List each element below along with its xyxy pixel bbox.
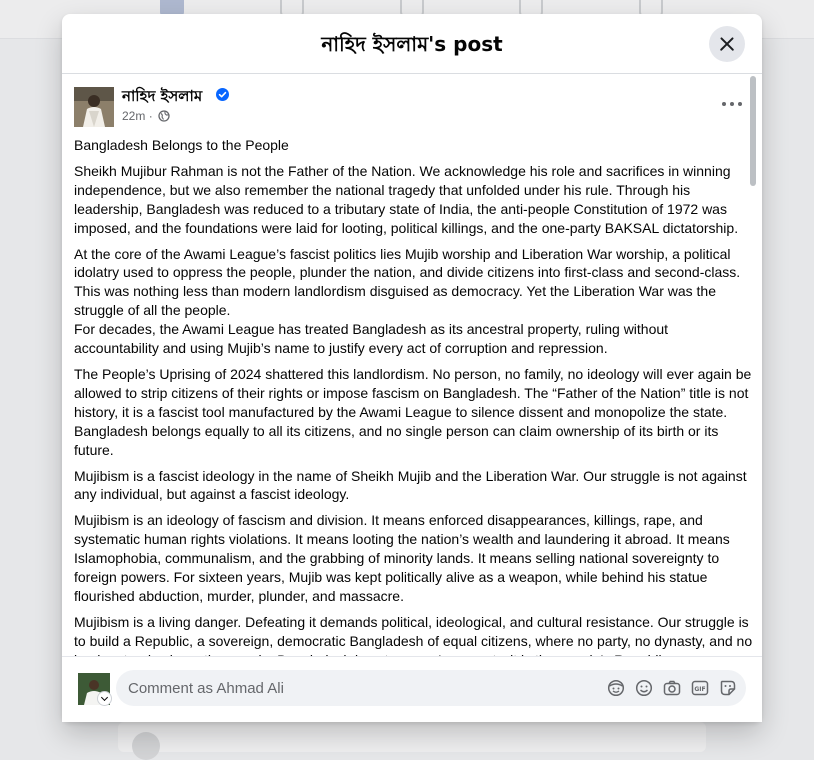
avatar-sticker-icon[interactable] xyxy=(607,679,625,697)
post-paragraph: Mujibism is an ideology of fascism and division. It means enforced disappearances, killings, rape, and systematic human rights violations. It means looting the nation’s wealth and laundering it abroad. It means Islamophobia, communalism, and the grabbing of minority lands. It means selling national sovereignty to foreign powers. For sixteen years, Mujib was kept politically alive as a weapon, while behind his statue flourished abduction, murder, plunder, and massacre. xyxy=(74,512,730,604)
post-paragraph: Mujibism is a fascist ideology in the name of Sheikh Mujib and the Liberation War. Our struggle is not against any individual, but against a fascist ideology. xyxy=(74,467,747,503)
post-timestamp[interactable]: 22m xyxy=(122,109,146,123)
post-paragraph: Mujibism is a living danger. Defeating it demands political, ideological, and cultural resistance. Our struggle is to build a Republic, a sovereign, democratic Bangladesh of equal citizens, where no party, no dynasty, and no xyxy=(74,613,753,649)
camera-icon[interactable] xyxy=(663,679,681,697)
post-paragraph: The People’s Uprising of 2024 shattered this landlordism. No person, no family, no ideology will ever again be allowed to strip citizens of their rights or impose fascism on Bangladesh. The “Father of the Nation” title is not history, it is a fascist tool manufactured by the Awami League to silence dissent and monopolize the state. Bangladesh belongs equally to all its citizens, and no single person can claim ownership of its birth or its future. xyxy=(74,365,752,458)
background-feed-card xyxy=(118,722,706,752)
author-avatar[interactable] xyxy=(74,87,114,127)
more-options-icon[interactable] xyxy=(718,94,746,114)
comment-bar xyxy=(62,656,762,722)
post-meta xyxy=(122,108,170,124)
post-scroll-area[interactable] xyxy=(62,74,762,656)
post-paragraph: At the core of the Awami League’s fascist politics lies Mujib worship and Liberation War worship, a political idolatry used to oppress the people, plunder the nation, and divide citizens into first-class and second-class. This was nothing less than modern landlordism disguised as democracy. Yet the Liberation War was the struggle of all the people. For decades, the Awami League has treated Bangladesh as its ancestral property, ruling without accountability and using Mujib’s name to justify every act of corruption and repression. xyxy=(74,245,741,357)
scrollbar-thumb[interactable] xyxy=(750,76,756,186)
sticker-icon[interactable] xyxy=(719,679,737,697)
globe-icon xyxy=(158,110,170,122)
post-paragraph: Sheikh Mujibur Rahman is not the Father of the Nation. We acknowledge his role and sacrifices in winning independence, but we also remember the national tragedy that unfolded under his rule. Through his leadership, Bangladesh was reduced to a tributary state of India, the anti-people Constitution of 1972 was imposed, and the foundations were laid for looting, political killings, and the one-party BAKSAL dictatorship. xyxy=(74,162,739,236)
close-icon[interactable] xyxy=(709,26,745,62)
background-avatar xyxy=(132,732,160,760)
dialog-header xyxy=(62,14,762,74)
dialog-title: নাহিদ ইসলাম's post xyxy=(321,32,503,56)
chevron-down-icon[interactable] xyxy=(98,692,111,705)
verified-badge-icon xyxy=(216,88,229,101)
post-dialog xyxy=(62,14,762,722)
author-name[interactable]: নাহিদ ইসলাম xyxy=(122,87,203,105)
svg-text:GIF: GIF xyxy=(694,686,706,693)
post-text xyxy=(74,136,754,677)
meta-separator: · xyxy=(148,109,153,123)
emoji-icon[interactable] xyxy=(635,679,653,697)
post-paragraph: Bangladesh Belongs to the People xyxy=(74,137,289,153)
gif-icon[interactable] xyxy=(691,679,709,697)
